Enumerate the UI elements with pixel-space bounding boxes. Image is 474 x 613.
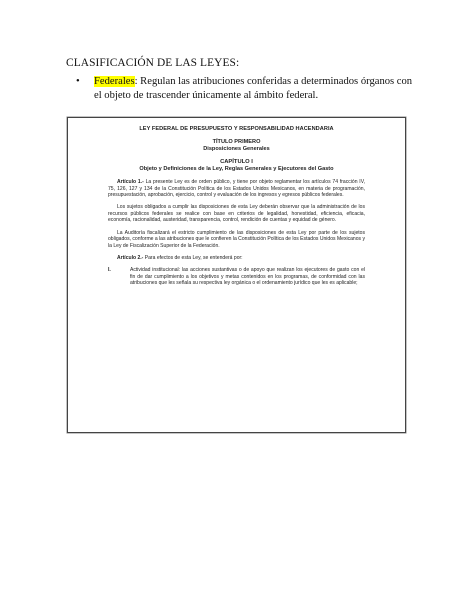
law-excerpt-content — [108, 126, 365, 287]
article-1-label: Artículo 1.- — [117, 179, 144, 185]
bullet-text — [94, 75, 414, 103]
definition-item-text: Actividad institucional: las acciones sustantivas o de apoyo que realizan los ejecutores de gasto con el fin de dar cumplimiento a los objetivos y metas contenidos en los programas, de conformidad con las atribuciones que les señala su respectiva ley orgánica o el ordenamiento jurídico que les es aplicable; — [130, 266, 365, 287]
article-1-paragraph — [108, 179, 365, 199]
definition-item-number: I. — [108, 266, 111, 273]
article-2-text: Para efectos de esta Ley, se entenderá por: — [143, 254, 243, 261]
definition-item — [108, 267, 365, 287]
paragraph-audit: La Auditoría fiscalizará el estricto cumplimiento de las disposiciones de esta Ley por parte de los sujetos obligados, conforme a las atribuciones que le confieren la Constitución Política de los Estados Unidos Mexicanos y la Ley de Fiscalización Superior de la Federación. — [108, 229, 365, 249]
paragraph-obligations: Los sujetos obligados a cumplir las disposiciones de esta Ley deberán observar que la administración de los recursos públicos federales se realice con base en criterios de legalidad, honestidad, eficiencia, eficacia, economía, racionalidad, austeridad, transparencia, control, rendición de cuentas y equidad de género. — [108, 204, 365, 224]
law-excerpt-image — [67, 117, 406, 433]
chapter-subheading: Objeto y Definiciones de la Ley, Reglas Generales y Ejecutores del Gasto — [139, 166, 334, 172]
bullet-definition: : Regulan las atribuciones conferidas a determinados órganos con el objeto de trascender únicamente al ámbito federal. — [94, 76, 413, 101]
section-heading: CLASIFICACIÓN DE LAS LEYES: — [66, 57, 240, 69]
article-1-text: La presente Ley es de orden público, y tiene por objeto reglamentar los artículos 74 fracción IV, 75, 126, 127 y 134 de la Constitución Política de los Estados Unidos Mexicanos, en materia de programación, presupuestación, aprobación, ejercicio, control y evaluación de los ingresos y egresos públicos federales. — [108, 179, 366, 199]
article-2-label: Artículo 2.- — [117, 254, 144, 261]
article-2-paragraph — [108, 255, 365, 262]
title-subheading: Disposiciones Generales — [203, 146, 270, 152]
law-title: LEY FEDERAL DE PRESUPUESTO Y RESPONSABILIDAD HACENDARIA — [139, 126, 334, 132]
bullet-marker: • — [76, 76, 80, 87]
chapter-heading: CAPÍTULO I — [220, 159, 253, 165]
title-heading: TÍTULO PRIMERO — [212, 139, 261, 145]
highlighted-term: Federales — [94, 76, 135, 87]
